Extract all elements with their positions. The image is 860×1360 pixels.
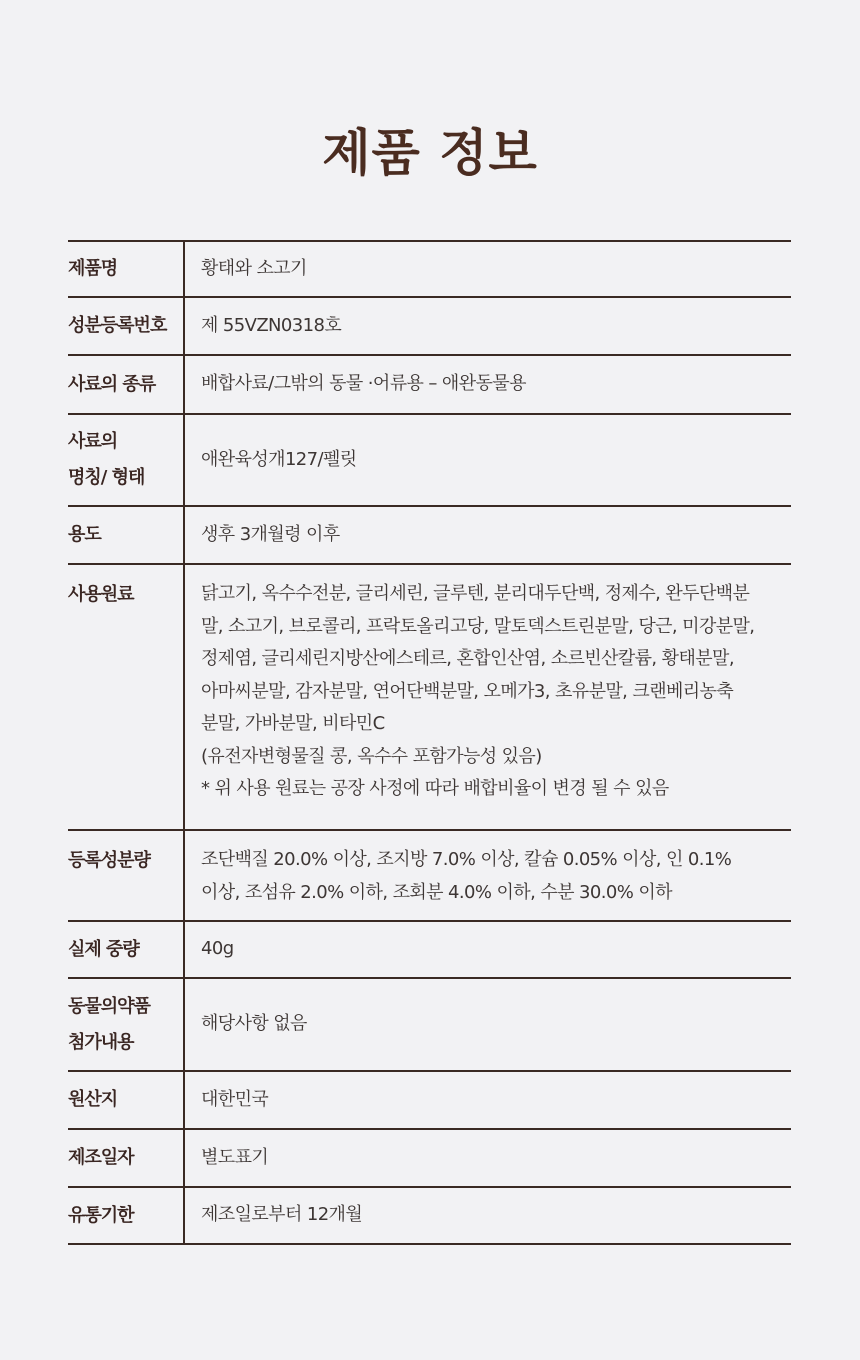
row-value: 배합사료/그밖의 동물 ·어류용 – 애완동물용: [201, 373, 526, 395]
row-label: 용도: [68, 507, 185, 563]
page-title: 제품 정보: [322, 124, 538, 182]
row-label: 성분등록번호: [68, 298, 185, 354]
row-label: 제품명: [68, 242, 185, 296]
table-row-manufacture-date: [68, 1130, 791, 1188]
row-label: 원산지: [68, 1072, 185, 1128]
row-label: 사료의 명칭/ 형태: [68, 415, 185, 505]
table-row-product-name: [68, 242, 791, 298]
table-row-feed-type: [68, 356, 791, 415]
row-value: 제조일로부터 12개월: [201, 1204, 363, 1226]
row-value: 해당사항 없음: [201, 1013, 307, 1035]
ingredient-line: * 위 사용 원료는 공장 사정에 따라 배합비율이 변경 될 수 있음: [201, 778, 669, 799]
ingredient-line: 아마씨분말, 감자분말, 연어단백분말, 오메가3, 초유분말, 크랜베리농축: [201, 680, 734, 702]
row-value: 40g: [201, 938, 234, 960]
row-label: 사용원료: [68, 565, 185, 829]
row-value: 제 55VZN0318호: [201, 314, 342, 336]
row-label: 유통기한: [68, 1188, 185, 1243]
table-row-origin: [68, 1072, 791, 1130]
row-label: 사료의 종류: [68, 356, 185, 413]
ingredient-line: 분말, 가바분말, 비타민C: [201, 713, 385, 734]
table-row-registered-composition: [68, 831, 791, 922]
row-value: 별도표기: [201, 1146, 269, 1168]
table-row-expiration: [68, 1188, 791, 1245]
row-label: 제조일자: [68, 1130, 185, 1186]
table-row-usage: [68, 507, 791, 565]
composition-line: 이상, 조섬유 2.0% 이하, 조회분 4.0% 이하, 수분 30.0% 이하: [201, 881, 672, 903]
table-row-feed-name-form: [68, 415, 791, 507]
row-label: 실제 중량: [68, 922, 185, 977]
row-label: 등록성분량: [68, 831, 185, 920]
ingredient-line: 정제염, 글리세린지방산에스테르, 혼합인산염, 소르빈산칼륨, 황태분말,: [201, 648, 734, 669]
row-value: [185, 831, 791, 920]
table-row-net-weight: [68, 922, 791, 979]
row-value: 대한민국: [201, 1088, 269, 1110]
row-value: 애완육성개127/펠릿: [201, 448, 357, 470]
product-info-table: [68, 240, 791, 1245]
table-row-veterinary-additives: [68, 979, 791, 1072]
row-value: [185, 565, 791, 829]
ingredient-line: (유전자변형물질 콩, 옥수수 포함가능성 있음): [201, 745, 542, 767]
row-label: 동물의약품 첨가내용: [68, 979, 185, 1070]
table-row-ingredients: [68, 565, 791, 831]
row-value: 생후 3개월령 이후: [201, 523, 340, 545]
ingredient-line: 말, 소고기, 브로콜리, 프락토올리고당, 말토덱스트린분말, 당근, 미강분말,: [201, 615, 755, 637]
composition-line: 조단백질 20.0% 이상, 조지방 7.0% 이상, 칼슘 0.05% 이상, 인 0.1%: [201, 849, 732, 870]
ingredient-line: 닭고기, 옥수수전분, 글리세린, 글루텐, 분리대두단백, 정제수, 완두단백분: [201, 583, 750, 604]
row-value: 황태와 소고기: [201, 257, 307, 279]
table-row-registration-number: [68, 298, 791, 356]
